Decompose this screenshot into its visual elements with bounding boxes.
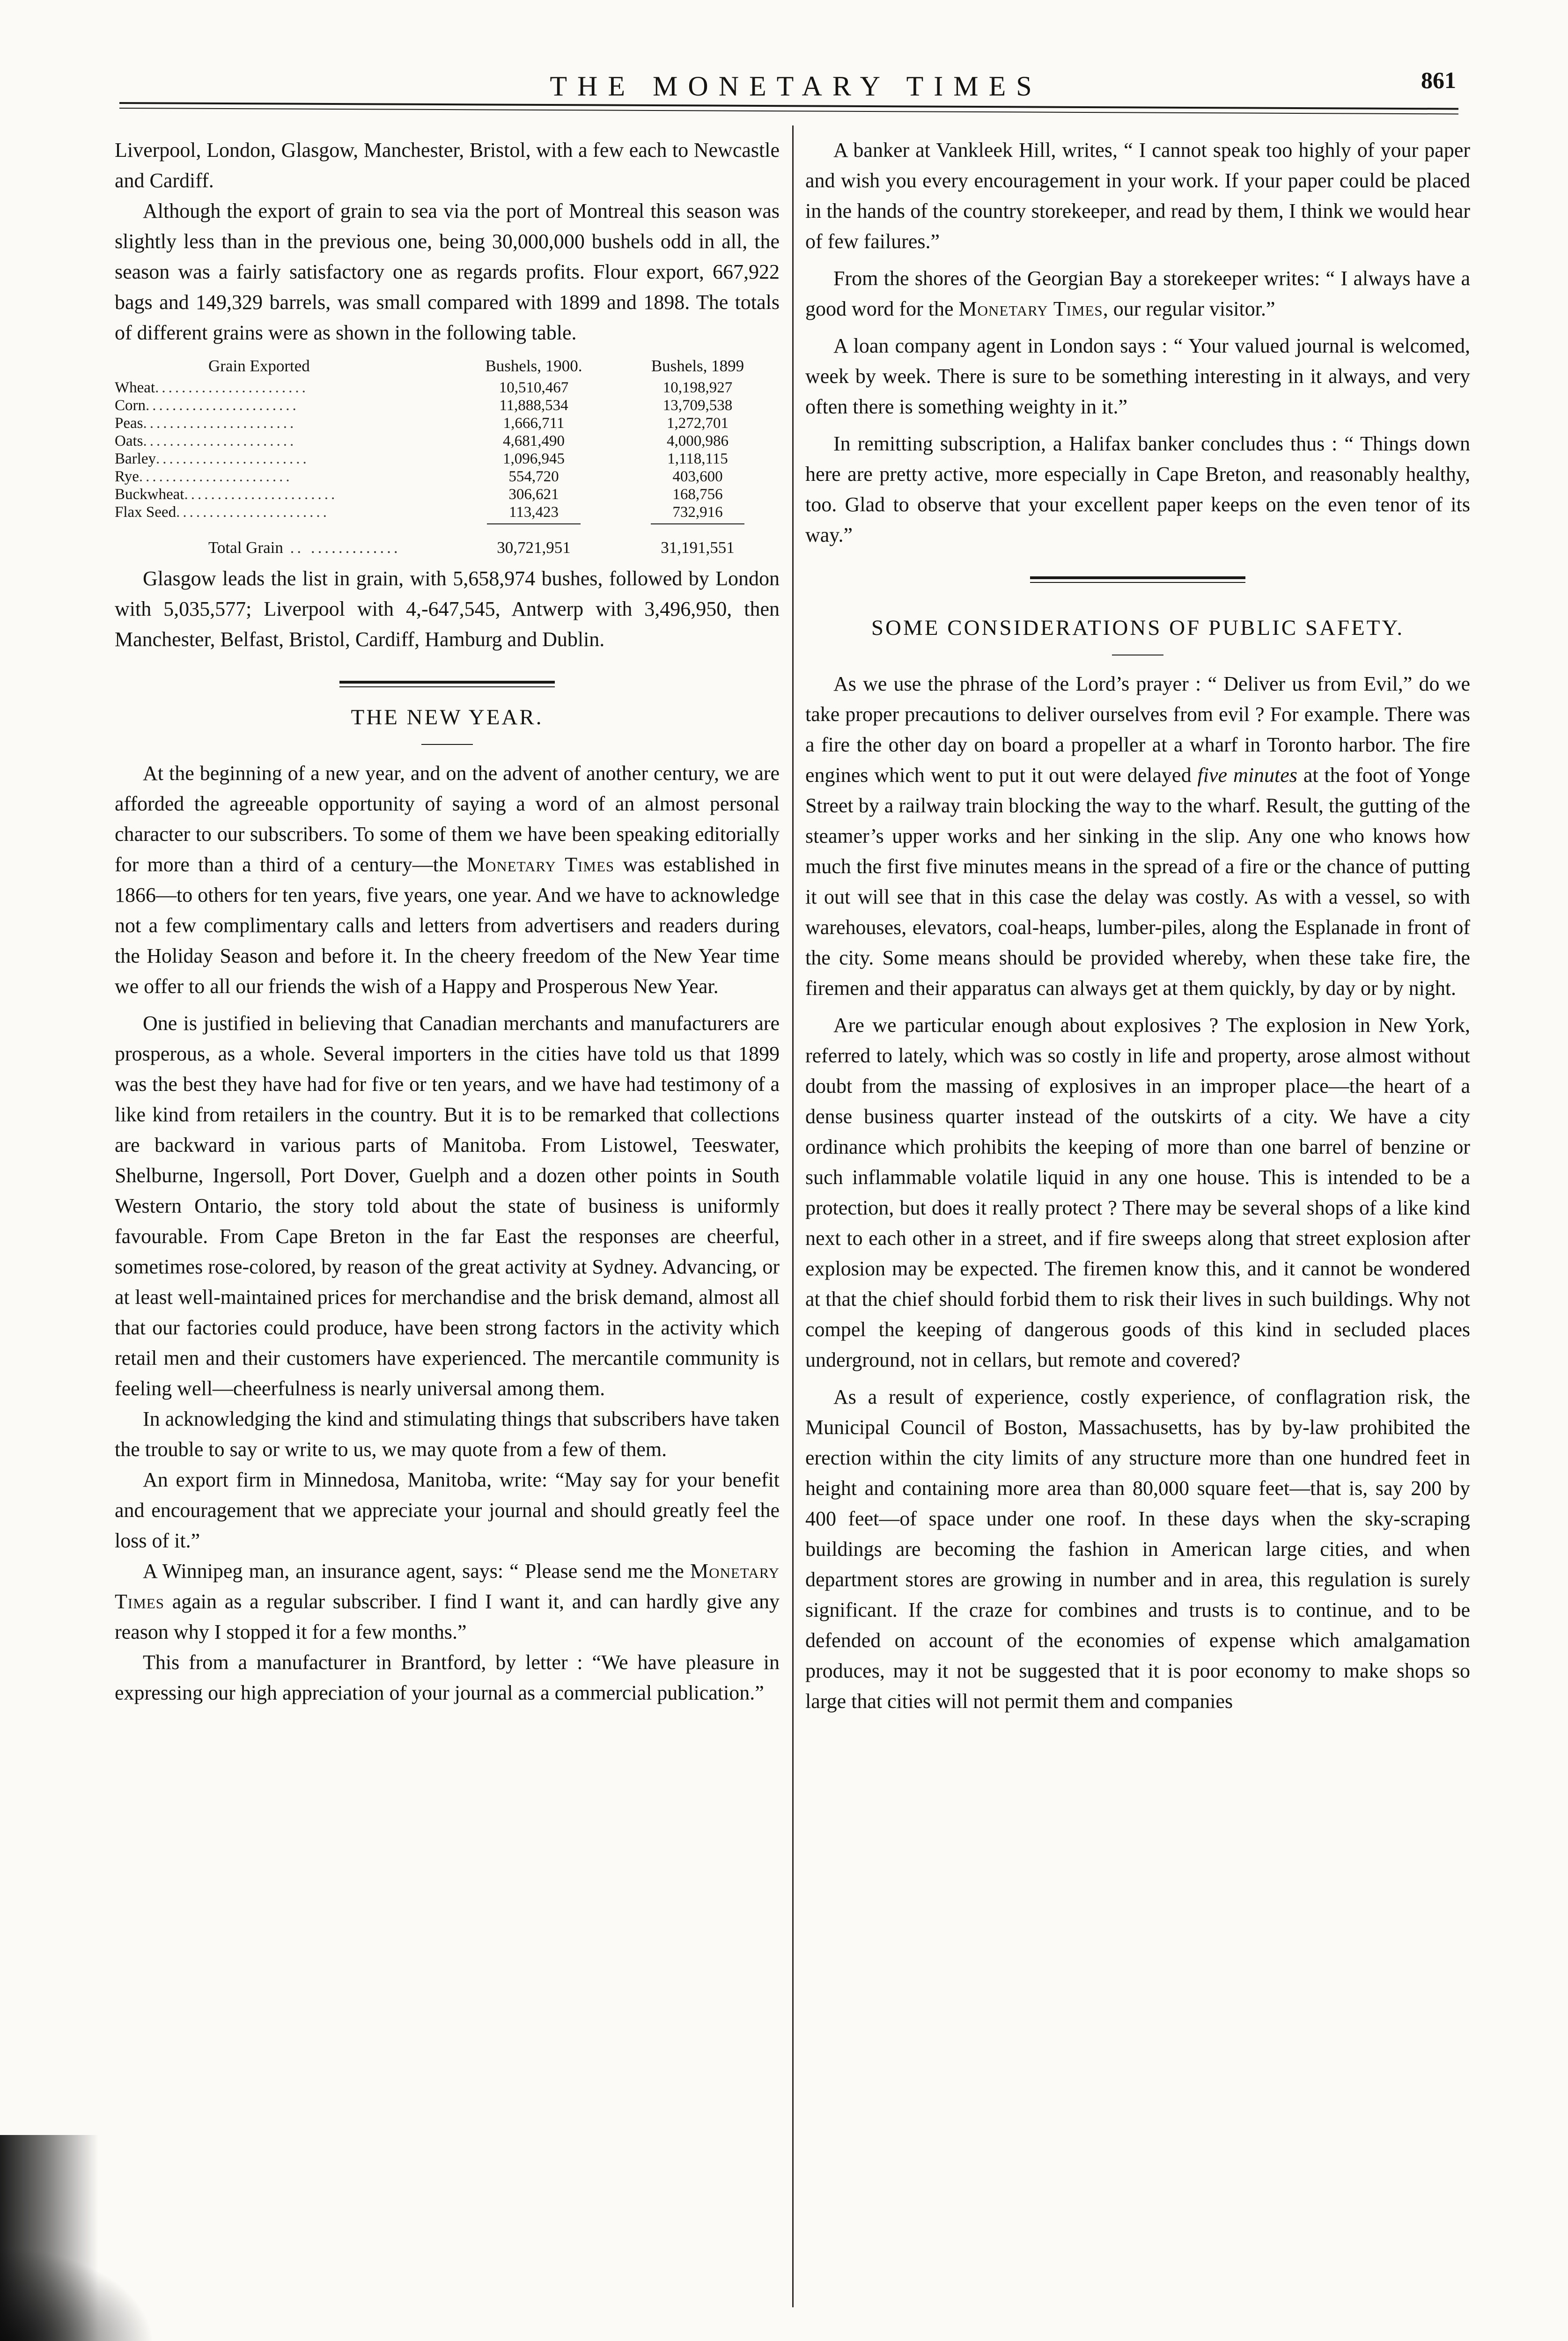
grain-name: Flax Seed <box>115 504 177 521</box>
table-header-1900: Bushels, 1900. <box>485 357 582 375</box>
intro-paragraph-2: Although the export of grain to sea via the port of Montreal this season was slightly less than in the previous one, being 30,000,000 bushels odd in all, the season was a fairly satisfactory one as regards profits. Flour export, 667,922 bags and 149,329 barrels, was small compared with 1899 and 1898. The totals of different grains were as shown in the following table. <box>115 199 780 344</box>
text-run: As we use the phrase of the Lord’s prayer : “ Deliver us from Evil,” do we take proper precautions to deliver ourselves from evil ? For example. There was a fire the other day on board a propeller at a wharf in Toronto harbor. The fire engines which went to put it out were delayed <box>805 672 1470 787</box>
testimonial-vankleek-hill: A banker at Vankleek Hill, writes, “ I cannot speak too highly of your paper and wish you every encouragement in your work. If your paper could be placed in the hands of the country storekeeper, and read by them, I think we would hear of few failures.” <box>805 139 1470 253</box>
new-year-paragraph-5 <box>115 1556 780 1647</box>
intro-paragraph-1: Liverpool, London, Glasgow, Manchester, Bristol, with a few each to Newcastle and Cardiff. <box>115 139 780 192</box>
publication-name: Monetary Times <box>115 1560 780 1613</box>
text-run: , our regular visitor.” <box>1103 297 1275 320</box>
grain-name: Oats <box>115 433 143 449</box>
right-column <box>805 135 1470 1716</box>
table-header-row <box>115 357 780 379</box>
new-year-paragraph-6: This from a manufacturer in Brantford, by letter : “We have pleasure in expressing our high appreciation of your journal as a commercial publication.” <box>115 1651 780 1704</box>
section-divider-thin <box>1030 582 1245 583</box>
bushels-1900: 4,681,490 <box>503 433 565 449</box>
title-rule <box>421 744 473 745</box>
testimonial-halifax: In remitting subscription, a Halifax banker concludes thus : “ Things down here are pretty active, more especially in Cape Breton, and reasonably healthy, too. Glad to observe that your excellent paper keeps on the even tenor of its way.” <box>805 432 1470 546</box>
safety-paragraph-3: As a result of experience, costly experience, of conflagration risk, the Municipal Council of Boston, Massachusetts, has by by-law prohibited the erection within the city limits of any structure more than one hundred feet in height and containing more area than 80,000 square feet—that is, say 200 by 400 feet—of space under one roof. In these days when the sky-scraping buildings are becoming the fashion in American large cities, and when department stores are growing in number and in area, this regulation is surely significant. If the craze for combines and trusts is to continue, and to be defended on account of the economies of expense which amalgamation produces, may it not be suggested that it is poor economy to make shops so large that cities will not permit them and companies <box>805 1385 1470 1713</box>
bushels-1899: 168,756 <box>672 486 723 503</box>
publication-name: Monetary Times <box>958 297 1103 320</box>
table-row <box>115 414 780 432</box>
leader-dots: ....................... <box>155 450 309 467</box>
bushels-1899: 4,000,986 <box>667 433 729 449</box>
leader-dots: ....................... <box>143 415 297 432</box>
section-divider-thin <box>339 686 555 687</box>
bushels-1899: 732,916 <box>672 504 723 521</box>
grain-name: Wheat <box>115 379 155 396</box>
section-divider-thick <box>339 681 555 684</box>
safety-paragraph-1 <box>805 669 1470 1003</box>
section-title-public-safety: SOME CONSIDERATIONS OF PUBLIC SAFETY. <box>871 616 1405 640</box>
text-run: At the beginning of a new year, and on the advent of another century, we are afforded the agreeable opportunity of saying a word of an almost personal character to our subscribers. To some of them we have been speaking editorially for more than a third of a century—the <box>115 762 780 876</box>
table-row <box>115 397 780 414</box>
bushels-1900: 1,096,945 <box>503 450 565 467</box>
scan-shadow <box>0 2247 155 2341</box>
text-run: again as a regular subscriber. I find I want it, and can hardly give any reason why I stopped it for a few months.” <box>115 1590 780 1643</box>
text-run: From the shores of the Georgian Bay a storekeeper writes: “ I always have a good word for the <box>805 267 1470 320</box>
text-run: at the foot of Yonge Street by a railway train blocking the way to the wharf. Result, the gutting of the steamer’s upper works and her sinking in the slip. Any one who knows how much the first five minutes means in the spread of a fire or the chance of putting it out will see that in this case the delay was costly. As with a vessel, so with warehouses, elevators, coal-heaps, lumber-piles, along the Esplanade in front of the city. Some means should be provided whereby, when these take fire, the firemen and their apparatus can always get at them quickly, by day or by night. <box>805 764 1470 1000</box>
grain-name: Rye <box>115 468 139 485</box>
grain-name: Corn <box>115 397 146 414</box>
text-run: A Winnipeg man, an insurance agent, says: “ Please send me the <box>143 1560 690 1583</box>
bushels-1900: 10,510,467 <box>499 379 569 396</box>
section-title-new-year: THE NEW YEAR. <box>351 705 544 729</box>
bushels-1899: 403,600 <box>672 468 723 485</box>
new-year-paragraph-2: One is justified in believing that Canadian merchants and manufacturers are prosperous, as a whole. Several importers in the cities have told us that 1899 was the best they have had for five or ten years, and we have had testimony of a like kind from retailers in the country. But it is to be remarked that collections are backward in various parts of Manitoba. From Listowel, Teeswater, Shelburne, Ingersoll, Port Dover, Guelph and a dozen other points in South Western Ontario, the story told about the state of business is uniformly favourable. From Cape Breton in the far East the responses are cheerful, sometimes rose-colored, by reason of the great activity at Sydney. Advancing, or at least well-maintained prices for merchandise and the brisk demand, almost all that our factories could produce, have been strong factors in the activity which retail men and their customers have experienced. The mercantile community is feeling well—cheerfulness is nearly universal among them. <box>115 1012 780 1400</box>
table-row <box>115 468 780 486</box>
page-number: 861 <box>1421 67 1456 93</box>
total-1899: 31,191,551 <box>661 538 735 557</box>
grain-name: Buckwheat <box>115 486 184 503</box>
total-1900: 30,721,951 <box>497 538 571 557</box>
leader-dots: .. ............. <box>283 538 401 557</box>
publication-name: Monetary Times <box>466 853 615 876</box>
leader-dots: ....................... <box>143 433 297 449</box>
table-row <box>115 503 780 521</box>
testimonial-georgian-bay <box>805 263 1470 324</box>
bushels-1899: 10,198,927 <box>663 379 733 396</box>
new-year-paragraph-4: An export firm in Minnedosa, Manitoba, write: “May say for your benefit and encouragement that we appreciate your journal and should greatly feel the loss of it.” <box>115 1468 780 1552</box>
sum-rule-row <box>115 521 780 527</box>
bushels-1900: 554,720 <box>508 468 559 485</box>
bushels-1900: 11,888,534 <box>499 397 568 414</box>
bushels-1899: 13,709,538 <box>663 397 733 414</box>
leader-dots: ....................... <box>139 468 293 485</box>
column-separator <box>792 125 794 2307</box>
table-header-grain: Grain Exported <box>208 357 310 375</box>
bushels-1900: 1,666,711 <box>503 415 565 432</box>
sum-rule <box>487 523 581 524</box>
grain-name: Barley <box>115 450 156 467</box>
sum-rule <box>651 523 744 524</box>
bushels-1900: 306,621 <box>508 486 559 503</box>
new-year-paragraph-1 <box>115 758 780 1001</box>
bushels-1900: 113,423 <box>508 504 559 521</box>
text-run: was established in 1866—to others for ten years, five years, one year. And we have to acknowledge not a few complimentary calls and letters from advertisers and readers during the Holiday Season and before it. In the cheery freedom of the New Year time we offer to all our friends the wish of a Happy and Prosperous New Year. <box>115 853 780 998</box>
leader-dots: ....................... <box>155 379 309 396</box>
table-row <box>115 379 780 397</box>
after-table-paragraph: Glasgow leads the list in grain, with 5,658,974 bushes, followed by London with 5,035,577; Liverpool with 4,-647,545, Antwerp with 3,496,950, then Manchester, Belfast, Bristol, Cardiff, Hamburg and Dublin. <box>115 567 780 651</box>
left-column <box>115 135 780 1708</box>
emphasis: five minutes <box>1197 764 1297 787</box>
total-label: Total Grain <box>208 538 283 557</box>
table-total-row <box>115 527 780 557</box>
section-divider-thick <box>1030 576 1245 579</box>
new-year-paragraph-3: In acknowledging the kind and stimulating things that subscribers have taken the trouble to say or write to us, we may quote from a few of them. <box>115 1407 780 1461</box>
testimonial-london: A loan company agent in London says : “ Your valued journal is welcomed, week by week. There is sure to be something interesting in it always, and very often there is something weighty in it.” <box>805 334 1470 418</box>
leader-dots: ....................... <box>176 504 330 521</box>
bushels-1899: 1,272,701 <box>667 415 729 432</box>
table-header-1899: Bushels, 1899 <box>651 357 744 375</box>
leader-dots: ....................... <box>146 397 299 414</box>
safety-paragraph-2: Are we particular enough about explosives ? The explosion in New York, referred to lately, which was so costly in life and property, arose almost without doubt from the massing of explosives in an improper place—the heart of a dense business quarter instead of the outskirts of a city. We have a city ordinance which prohibits the keeping of more than one barrel of benzine or such inflammable volatile liquid in any one house. This is intended to be a protection, but does it really protect ? There may be several shops of a like kind next to each other in a street, and if fire sweeps along that street explosion after explosion may be expected. The firemen know this, and it cannot be wondered at that the chief should forbid them to risk their lives in such buildings. Why not compel the keeping of dangerous goods of this kind in secluded places underground, not in cellars, but remote and covered? <box>805 1014 1470 1371</box>
grain-name: Peas <box>115 415 143 432</box>
table-row <box>115 486 780 503</box>
leader-dots: ....................... <box>184 486 338 503</box>
table-row <box>115 432 780 450</box>
masthead: THE MONETARY TIMES <box>550 71 1042 102</box>
grain-export-table <box>115 357 780 557</box>
table-row <box>115 450 780 468</box>
bushels-1899: 1,118,115 <box>667 450 728 467</box>
